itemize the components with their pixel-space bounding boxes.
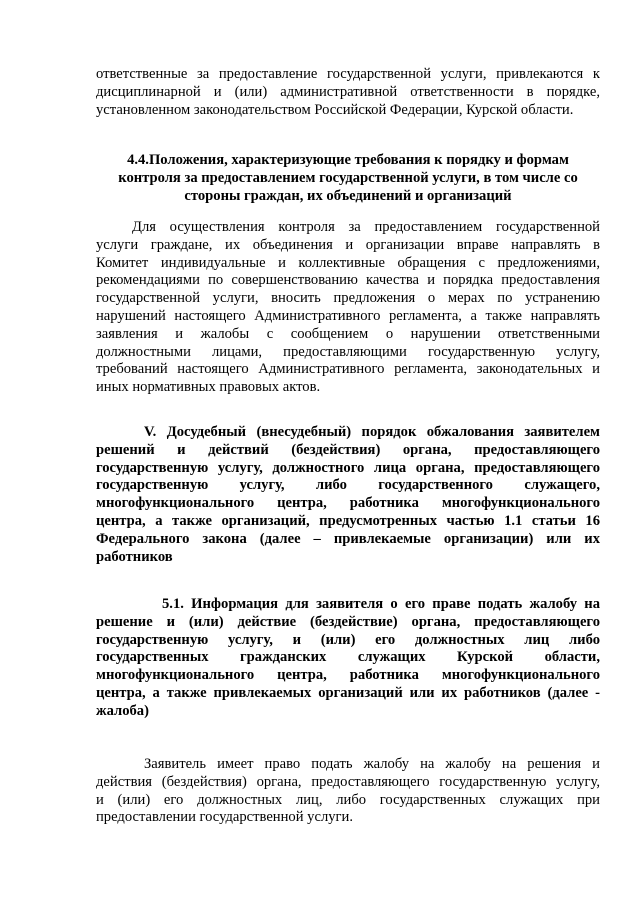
heading-line: центра, а также привлекаемых организаций или их работников (далее - bbox=[96, 684, 600, 701]
heading-line: государственных гражданских служащих Курской области, bbox=[96, 649, 600, 666]
section-5-1-paragraph bbox=[96, 756, 600, 827]
section-4-4-heading bbox=[96, 152, 600, 205]
text-line: иных нормативных правовых актов. bbox=[96, 379, 321, 396]
heading-line: стороны граждан, их объединений и организаций bbox=[184, 187, 512, 204]
text-line: Заявитель имеет право подать жалобу на жалобу на решения и bbox=[144, 756, 600, 772]
text-line: дисциплинарной и (или) административной ответственности в порядке, bbox=[96, 83, 600, 100]
heading-line: решений и действий (бездействия) органа, предоставляющего bbox=[96, 441, 600, 458]
text-line: действия (бездействия) органа, предоставляющего государственную услугу, bbox=[96, 773, 600, 790]
heading-line: работников bbox=[96, 548, 173, 565]
heading-line: государственную услугу, должностного лица органа, предоставляющего bbox=[96, 459, 600, 476]
text-line: нарушений настоящего Административного регламента, а также направлять bbox=[96, 307, 600, 324]
heading-line: центра, а также организаций, предусмотренных частью 1.1 статьи 16 bbox=[96, 512, 600, 529]
text-line: рекомендациями по совершенствованию качества и порядка предоставления bbox=[96, 272, 600, 289]
heading-line: 4.4.Положения, характеризующие требования к порядку и формам bbox=[127, 152, 569, 168]
section-v-heading bbox=[96, 424, 600, 566]
heading-line: контроля за предоставлением государственной услуги, в том числе со bbox=[118, 169, 578, 186]
text-line: услуги граждане, их объединения и организации вправе направлять в bbox=[96, 236, 600, 253]
heading-line: многофункционального центра, работника многофункционального bbox=[96, 495, 600, 512]
heading-line: жалоба) bbox=[96, 702, 149, 719]
text-line: заявления и жалобы с сообщением о нарушении ответственными bbox=[96, 325, 600, 342]
heading-line: многофункционального центра, работника многофункционального bbox=[96, 667, 600, 684]
heading-line: V. Досудебный (внесудебный) порядок обжалования заявителем bbox=[144, 424, 600, 440]
intro-paragraph bbox=[96, 66, 600, 119]
text-line: ответственные за предоставление государственной услуги, привлекаются к bbox=[96, 66, 600, 82]
heading-line: государственную услугу, и (или) его должностных лиц либо bbox=[96, 631, 600, 648]
text-line: государственной услуги, вносить предложения о мерах по устранению bbox=[96, 290, 600, 307]
text-line: Для осуществления контроля за предоставлением государственной bbox=[132, 219, 600, 235]
heading-line: государственную услугу, либо государственного служащего, bbox=[96, 477, 600, 494]
text-line: установленном законодательством Российской Федерации, Курской области. bbox=[96, 101, 574, 118]
heading-line: решение и (или) действие (бездействие) органа, предоставляющего bbox=[96, 613, 600, 630]
section-5-1-heading bbox=[96, 596, 600, 721]
heading-line: 5.1. Информация для заявителя о его праве подать жалобу на bbox=[162, 596, 600, 612]
text-line: предоставлении государственной услуги. bbox=[96, 809, 353, 826]
section-4-4-paragraph bbox=[96, 219, 600, 397]
text-line: и (или) его должностных лиц, либо государственных служащих при bbox=[96, 791, 600, 808]
heading-line: Федерального закона (далее – привлекаемые организации) или их bbox=[96, 530, 600, 547]
text-line: должностными лицами, предоставляющими государственную услугу, bbox=[96, 343, 600, 360]
text-line: требований настоящего Административного регламента, законодательных и bbox=[96, 361, 600, 378]
text-line: Комитет индивидуальные и коллективные обращения с предложениями, bbox=[96, 254, 600, 271]
